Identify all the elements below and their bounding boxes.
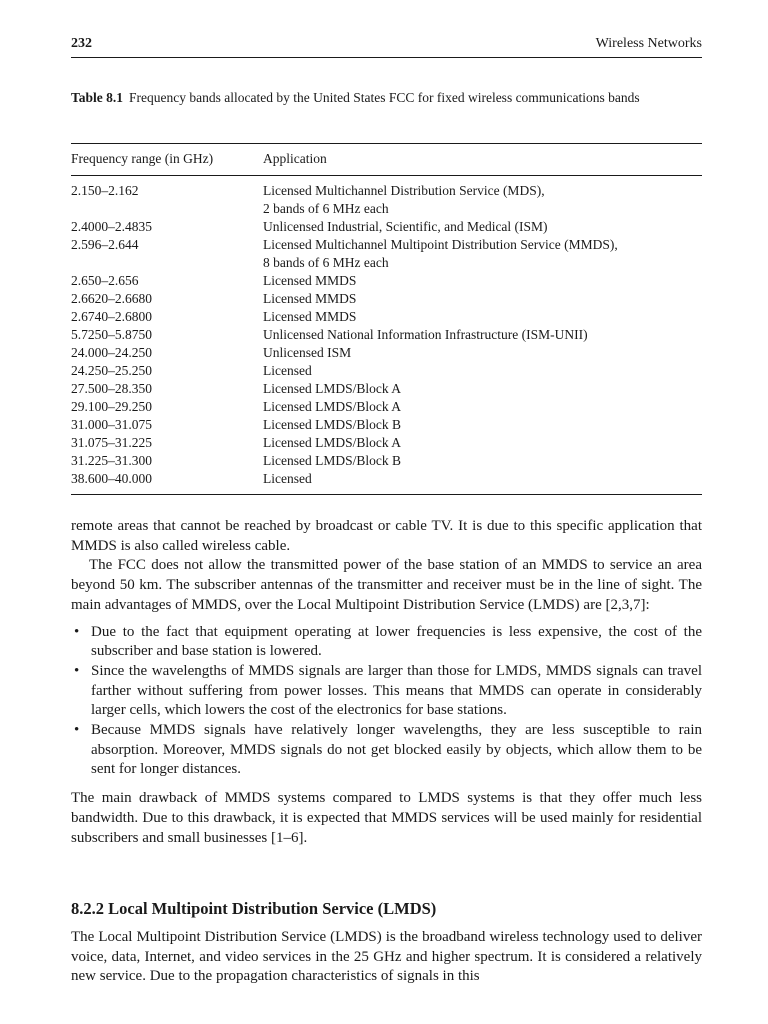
bullet-text: Because MMDS signals have relatively longer wavelengths, they are less susceptible to rain absorption. Moreover, MMDS signals do not get blocked easily by objects, which allow them to be sent for longer distances. bbox=[91, 722, 702, 778]
frequency-range-cell: 38.600–40.000 bbox=[71, 471, 152, 486]
table-header-rule bbox=[71, 175, 702, 176]
body-text bbox=[71, 517, 702, 848]
bullet-icon: • bbox=[74, 722, 80, 739]
frequency-range-cell: 31.225–31.300 bbox=[71, 453, 152, 468]
frequency-range-cell: 31.075–31.225 bbox=[71, 435, 152, 450]
table-row bbox=[71, 362, 702, 380]
table-caption-label: Table 8.1 bbox=[71, 90, 124, 105]
table-row bbox=[71, 272, 702, 290]
table-row bbox=[71, 182, 702, 218]
frequency-range-cell: 31.000–31.075 bbox=[71, 417, 152, 432]
application-line: Licensed bbox=[263, 363, 312, 378]
application-cell bbox=[263, 344, 702, 362]
frequency-range-cell: 24.000–24.250 bbox=[71, 345, 152, 360]
table-row bbox=[71, 326, 702, 344]
application-line: 8 bands of 6 MHz each bbox=[263, 255, 389, 270]
application-line: Licensed LMDS/Block B bbox=[263, 453, 401, 468]
application-cell bbox=[263, 290, 702, 308]
section-paragraph: The Local Multipoint Distribution Service (LMDS) is the broadband wireless technology used to deliver voice, data, Internet, and video services in the 25 GHz and higher spectrum. It is considered a relatively new service. Due to the propagation characteristics of signals in this bbox=[71, 929, 702, 985]
table-bottom-rule bbox=[71, 494, 702, 495]
application-line: Licensed LMDS/Block B bbox=[263, 417, 401, 432]
table-row bbox=[71, 236, 702, 272]
application-line: Licensed MMDS bbox=[263, 291, 357, 306]
bullet-icon: • bbox=[74, 623, 80, 640]
application-cell bbox=[263, 470, 702, 488]
frequency-range-cell: 24.250–25.250 bbox=[71, 363, 152, 378]
bullet-item bbox=[71, 662, 702, 721]
frequency-range-cell: 2.650–2.656 bbox=[71, 273, 139, 288]
application-line: Licensed Multichannel Multipoint Distribution Service (MMDS), bbox=[263, 237, 618, 252]
table-row bbox=[71, 380, 702, 398]
application-line: Unlicensed ISM bbox=[263, 345, 352, 360]
application-line: 2 bands of 6 MHz each bbox=[263, 201, 389, 216]
frequency-range-cell: 2.6740–2.6800 bbox=[71, 309, 152, 324]
page-number: 232 bbox=[71, 36, 92, 51]
application-cell bbox=[263, 416, 702, 434]
application-cell bbox=[263, 236, 702, 272]
paragraph-continuation: remote areas that cannot be reached by broadcast or cable TV. It is due to this specific application that MMDS is also called wireless cable. bbox=[71, 518, 702, 554]
application-cell bbox=[263, 434, 702, 452]
bullet-text: Due to the fact that equipment operating at lower frequencies is less expensive, the cost of the subscriber and base station is lowered. bbox=[91, 623, 702, 660]
running-head bbox=[71, 36, 702, 56]
application-cell bbox=[263, 398, 702, 416]
application-line: Unlicensed National Information Infrastructure (ISM-UNII) bbox=[263, 327, 588, 342]
application-cell bbox=[263, 218, 702, 236]
frequency-range-cell: 2.6620–2.6680 bbox=[71, 291, 152, 306]
paragraph-mmds-power: The FCC does not allow the transmitted power of the base station of an MMDS to service an area beyond 50 km. The subscriber antennas of the transmitter and receiver must be in the line of sight. The main advantages of MMDS, over the Local Multipoint Distribution Service (LMDS) are [2,3,7]: bbox=[71, 557, 702, 613]
table-row bbox=[71, 290, 702, 308]
frequency-range-cell: 2.4000–2.4835 bbox=[71, 219, 152, 234]
application-cell bbox=[263, 308, 702, 326]
table-row bbox=[71, 308, 702, 326]
application-cell bbox=[263, 452, 702, 470]
application-cell bbox=[263, 272, 702, 290]
column-header-application: Application bbox=[263, 151, 327, 166]
table-row bbox=[71, 344, 702, 362]
frequency-range-cell: 2.150–2.162 bbox=[71, 183, 139, 198]
running-title: Wireless Networks bbox=[595, 36, 702, 51]
table-top-rule bbox=[71, 143, 702, 144]
table-row bbox=[71, 452, 702, 470]
frequency-range-cell: 5.7250–5.8750 bbox=[71, 327, 152, 342]
frequency-range-cell: 2.596–2.644 bbox=[71, 237, 139, 252]
header-rule bbox=[71, 57, 702, 58]
application-cell bbox=[263, 380, 702, 398]
frequency-range-cell: 27.500–28.350 bbox=[71, 381, 152, 396]
table-row bbox=[71, 416, 702, 434]
application-cell bbox=[263, 182, 702, 218]
bullet-icon: • bbox=[74, 662, 80, 679]
application-line: Licensed bbox=[263, 471, 312, 486]
application-cell bbox=[263, 362, 702, 380]
table-caption bbox=[71, 88, 702, 107]
application-line: Licensed LMDS/Block A bbox=[263, 399, 401, 414]
table-row bbox=[71, 470, 702, 488]
application-line: Licensed MMDS bbox=[263, 309, 357, 324]
frequency-range-cell: 29.100–29.250 bbox=[71, 399, 152, 414]
table-row bbox=[71, 434, 702, 452]
advantages-list bbox=[71, 623, 702, 781]
application-line: Licensed Multichannel Distribution Service (MDS), bbox=[263, 183, 545, 198]
application-line: Licensed MMDS bbox=[263, 273, 357, 288]
table-body bbox=[71, 182, 702, 488]
section-heading: 8.2.2 Local Multipoint Distribution Service (LMDS) bbox=[71, 899, 437, 918]
application-line: Licensed LMDS/Block A bbox=[263, 381, 401, 396]
paragraph-mmds-drawback: The main drawback of MMDS systems compared to LMDS systems is that they offer much less bandwidth. Due to this drawback, it is expected that MMDS services will be used mainly for residential subscribers and small businesses [1–6]. bbox=[71, 790, 702, 846]
bullet-item bbox=[71, 623, 702, 662]
bullet-item bbox=[71, 721, 702, 780]
application-line: Unlicensed Industrial, Scientific, and Medical (ISM) bbox=[263, 219, 548, 234]
column-header-frequency: Frequency range (in GHz) bbox=[71, 151, 214, 166]
bullet-text: Since the wavelengths of MMDS signals are larger than those for LMDS, MMDS signals can travel farther without suffering from power losses. This means that MMDS can operate in considerably larger cells, which lowers the cost of the electronics for base stations. bbox=[91, 662, 702, 719]
table-row bbox=[71, 398, 702, 416]
table-caption-text: Frequency bands allocated by the United States FCC for fixed wireless communications bands bbox=[129, 90, 640, 105]
application-cell bbox=[263, 326, 702, 344]
table-row bbox=[71, 218, 702, 236]
application-line: Licensed LMDS/Block A bbox=[263, 435, 401, 450]
